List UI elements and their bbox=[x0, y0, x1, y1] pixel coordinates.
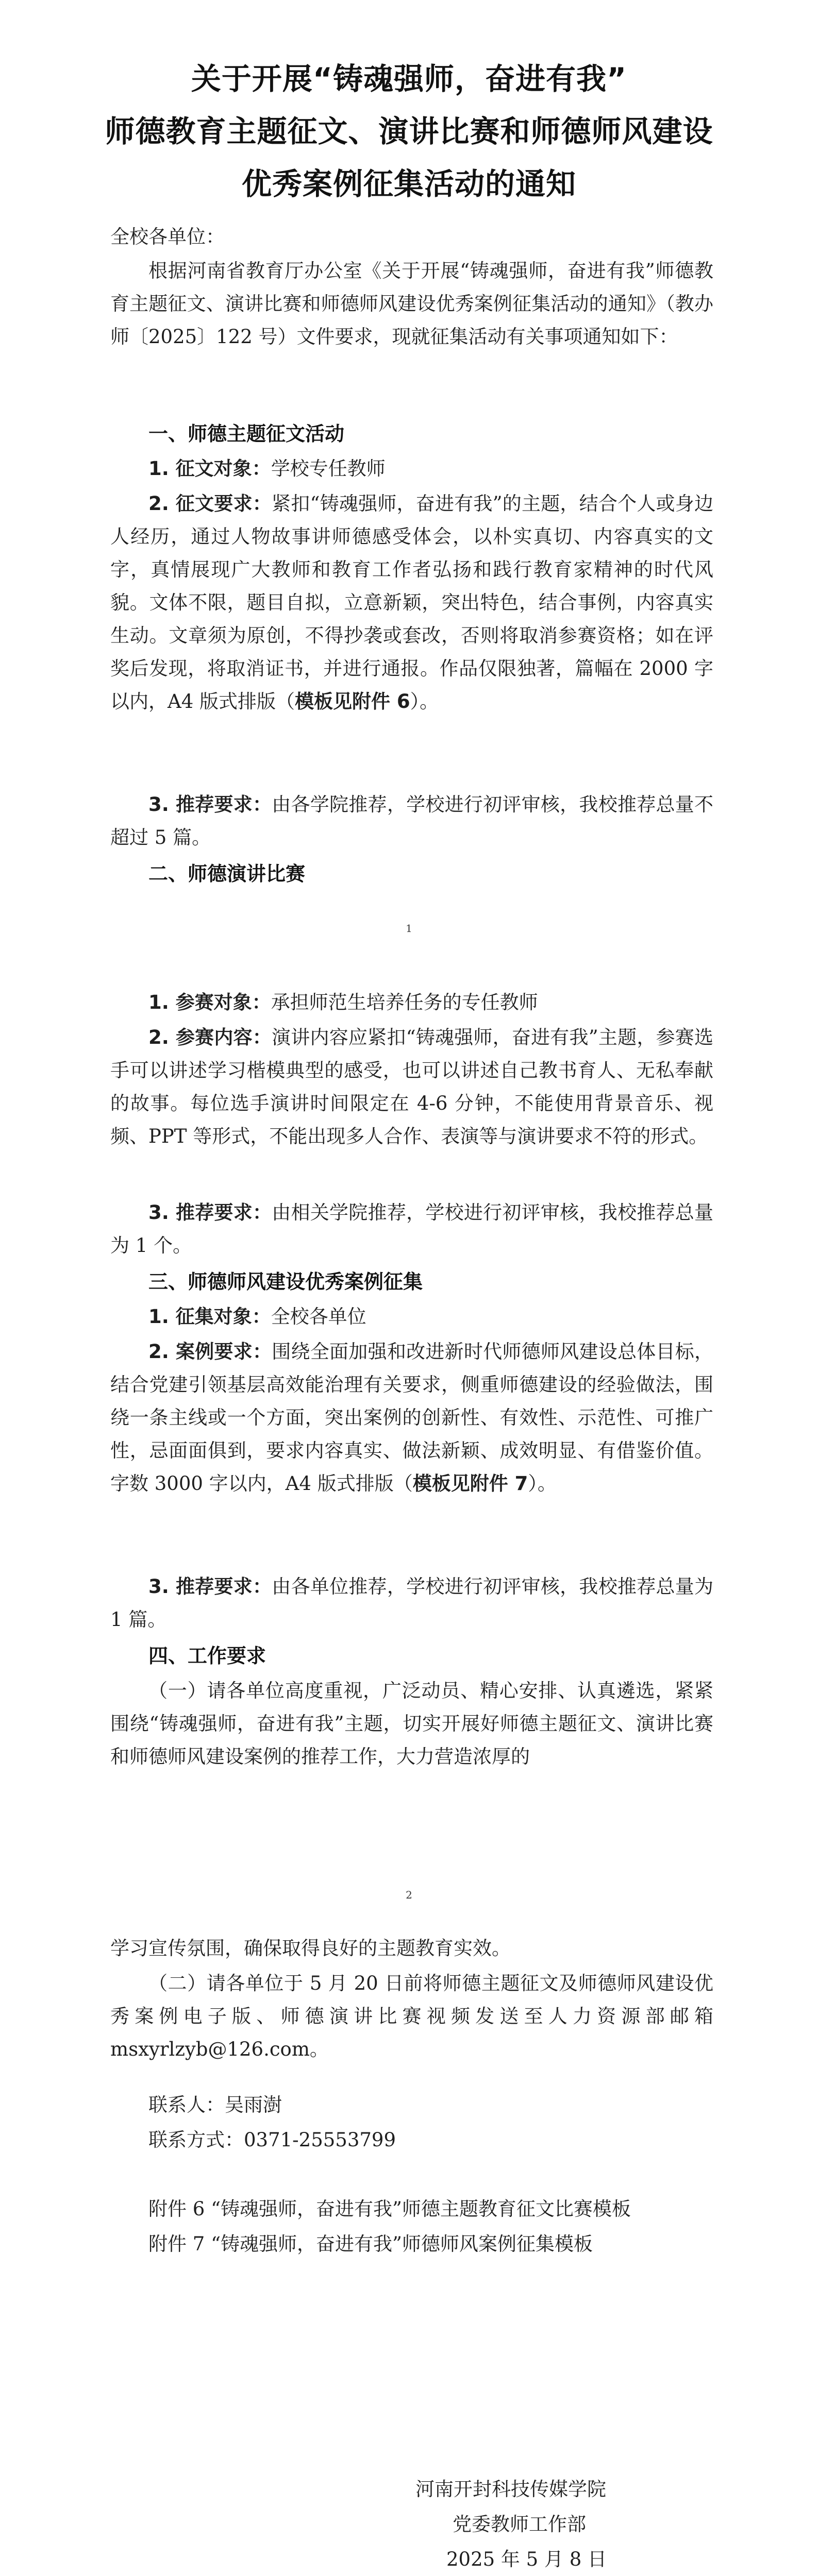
section-4-heading: 四、工作要求 bbox=[148, 1645, 266, 1667]
section-1-item-3-text: 由各学院推荐，学校进行初评审核，我校推荐总量不超过 5 篇。 bbox=[110, 793, 713, 849]
section-2-heading: 二、师德演讲比赛 bbox=[148, 862, 306, 885]
attachment-7: 附件 7 “铸魂强师，奋进有我”师德师风案例征集模板 bbox=[148, 2233, 593, 2255]
salutation: 全校各单位： bbox=[110, 226, 225, 248]
page-number-1: 1 bbox=[406, 922, 412, 935]
section-1-item-1 bbox=[110, 452, 713, 485]
section-1-item-1-label: 1. 征文对象： bbox=[148, 457, 271, 480]
section-3-item-2-template-ref: 模板见附件 7 bbox=[412, 1472, 528, 1495]
section-4-requirement-1-part-2: 学习宣传氛围，确保取得良好的主题教育实效。 bbox=[110, 1937, 511, 1959]
section-2-item-3-text: 由相关学院推荐，学校进行初评审核，我校推荐总量为 1 个。 bbox=[110, 1201, 713, 1257]
section-3-item-3-label: 3. 推荐要求： bbox=[148, 1575, 272, 1598]
document-title-line-3: 优秀案例征集活动的通知 bbox=[241, 166, 576, 201]
section-3-item-3-text: 由各单位推荐，学校进行初评审核，我校推荐总量为 1 篇。 bbox=[110, 1575, 713, 1631]
section-1-item-3 bbox=[110, 788, 713, 854]
document-title-line-2: 师德教育主题征文、演讲比赛和师德师风建设 bbox=[105, 114, 713, 149]
section-3-item-2 bbox=[110, 1335, 713, 1500]
section-2-item-1 bbox=[110, 986, 713, 1019]
section-3-item-2-text: 围绕全面加强和改进新时代师德师风建设总体目标，结合党建引领基层高效能治理有关要求，侧重师德建设的经验做法，围绕一条主线或一个方面，突出案例的创新性、有效性、示范性、可推广性，忌面面俱到，要求内容真实、做法新颖、成效明显、有借鉴价值。字数 3000 字以内，A4 版式排版（ bbox=[110, 1341, 713, 1495]
section-3-item-1-label: 1. 征集对象： bbox=[148, 1306, 271, 1328]
section-3-item-2-label: 2. 案例要求： bbox=[148, 1341, 272, 1363]
section-3-item-1-text: 全校各单位 bbox=[271, 1306, 366, 1328]
section-3-heading: 三、师德师风建设优秀案例征集 bbox=[148, 1270, 423, 1293]
page-number-2: 2 bbox=[406, 1889, 412, 1901]
attachment-6: 附件 6 “铸魂强师，奋进有我”师德主题教育征文比赛模板 bbox=[148, 2198, 631, 2220]
section-2-item-2 bbox=[110, 1021, 713, 1153]
section-4-requirement-2: （二）请各单位于 5 月 20 日前将师德主题征文及师德师风建设优秀案例电子版、师德演讲比赛视频发送至人力资源部邮箱 msxyrlzyb@126.com。 bbox=[110, 1972, 713, 2060]
section-3-item-1 bbox=[110, 1300, 713, 1333]
section-1-heading: 一、师德主题征文活动 bbox=[148, 422, 345, 445]
section-1-item-3-label: 3. 推荐要求： bbox=[148, 793, 272, 816]
signature-organization: 河南开封科技传媒学院 bbox=[415, 2478, 606, 2500]
signature-department: 党委教师工作部 bbox=[453, 2513, 586, 2535]
intro-paragraph: 根据河南省教育厅办公室《关于开展“铸魂强师，奋进有我”师德教育主题征文、演讲比赛和师德师风建设优秀案例征集活动的通知》（教办师〔2025〕122 号）文件要求，现就征集活动有关事项通知如下： bbox=[110, 260, 713, 348]
section-2-item-1-text: 承担师范生培养任务的专任教师 bbox=[271, 991, 538, 1013]
section-1-item-2-label: 2. 征文要求： bbox=[148, 493, 272, 515]
section-2-item-1-label: 1. 参赛对象： bbox=[148, 991, 271, 1013]
section-1-item-2-end: ）。 bbox=[410, 690, 439, 713]
section-3-item-3 bbox=[110, 1570, 713, 1636]
signature-date: 2025 年 5 月 8 日 bbox=[446, 2548, 607, 2570]
contact-person: 联系人：吴雨澍 bbox=[148, 2094, 282, 2116]
section-3-item-2-end: ）。 bbox=[528, 1472, 557, 1495]
section-2-item-2-label: 2. 参赛内容： bbox=[148, 1026, 272, 1048]
section-4-requirement-1-part-1: （一）请各单位高度重视，广泛动员、精心安排、认真遴选，紧紧围绕“铸魂强师，奋进有我”主题，切实开展好师德主题征文、演讲比赛和师德师风建设案例的推荐工作，大力营造浓厚的 bbox=[110, 1680, 713, 1768]
section-2-item-3-label: 3. 推荐要求： bbox=[148, 1201, 272, 1224]
document-title-line-1: 关于开展“铸魂强师，奋进有我” bbox=[191, 61, 627, 96]
section-2-item-3 bbox=[110, 1196, 713, 1262]
section-1-item-1-text: 学校专任教师 bbox=[271, 457, 386, 480]
contact-phone: 联系方式：0371-25553799 bbox=[148, 2129, 396, 2151]
section-1-item-2-text: 紧扣“铸魂强师，奋进有我”的主题，结合个人或身边人经历，通过人物故事讲师德感受体会，以朴实真切、内容真实的文字，真情展现广大教师和教育工作者弘扬和践行教育家精神的时代风貌。文体不限，题目自拟，立意新颖，突出特色，结合事例，内容真实生动。文章须为原创，不得抄袭或套改，否则将取消参赛资格；如在评奖后发现，将取消证书，并进行通报。作品仅限独著，篇幅在 2000 字以内，A4 版式排版（ bbox=[110, 493, 713, 713]
section-1-item-2 bbox=[110, 487, 713, 718]
section-2-item-2-text: 演讲内容应紧扣“铸魂强师，奋进有我”主题，参赛选手可以讲述学习楷模典型的感受，也可以讲述自己教书育人、无私奉献的故事。每位选手演讲时间限定在 4-6 分钟，不能使用背景音乐、视频、PPT 等形式，不能出现多人合作、表演等与演讲要求不符的形式。 bbox=[110, 1026, 713, 1147]
section-1-item-2-template-ref: 模板见附件 6 bbox=[295, 690, 410, 713]
